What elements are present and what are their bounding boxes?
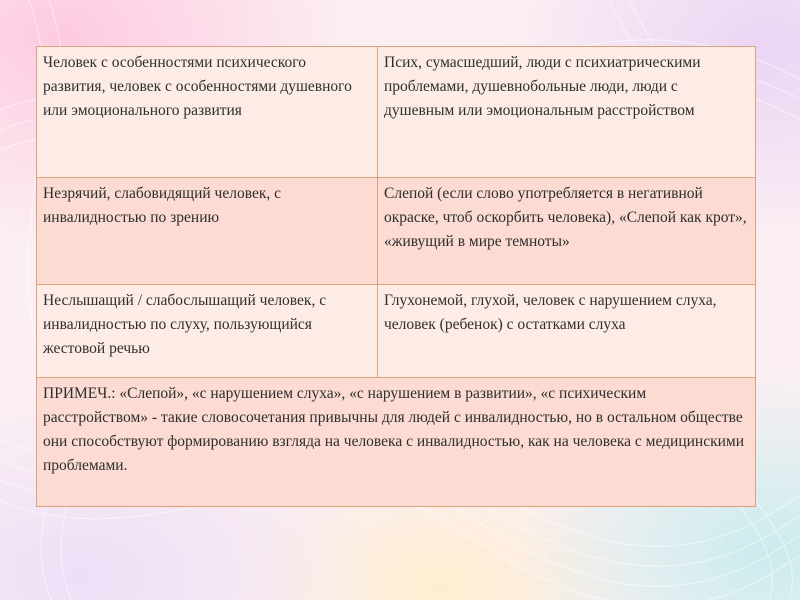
terminology-table [36, 46, 756, 507]
table-cell-correct-term: Неслышащий / слабослышащий человек, с инвалидностью по слуху, пользующийся жестовой речью [37, 285, 378, 378]
table-note: ПРИМЕЧ.: «Слепой», «с нарушением слуха», «с нарушением в развитии», «с психическим расстройством» - такие словосочетания привычны для людей с инвалидностью, но в остальном обществе они способствуют формированию взгляда на человека с инвалидностью, как на человека с медицинскими проблемами. [37, 378, 756, 507]
table-cell-incorrect-term: Псих, сумасшедший, люди с психиатрическими проблемами, душевнобольные люди, люди с душевным или эмоциональным расстройством [378, 47, 756, 178]
table-cell-correct-term: Незрячий, слабовидящий человек, с инвалидностью по зрению [37, 178, 378, 285]
table-row [37, 47, 756, 178]
table-row [37, 285, 756, 378]
table-cell-incorrect-term: Слепой (если слово употребляется в негативной окраске, чтоб оскорбить человека), «Слепой как крот», «живущий в мире темноты» [378, 178, 756, 285]
table-row [37, 378, 756, 507]
table-row [37, 178, 756, 285]
table-cell-incorrect-term: Глухонемой, глухой, человек с нарушением слуха, человек (ребенок) с остатками слуха [378, 285, 756, 378]
table-cell-correct-term: Человек с особенностями психического развития, человек с особенностями душевного или эмоционального развития [37, 47, 378, 178]
